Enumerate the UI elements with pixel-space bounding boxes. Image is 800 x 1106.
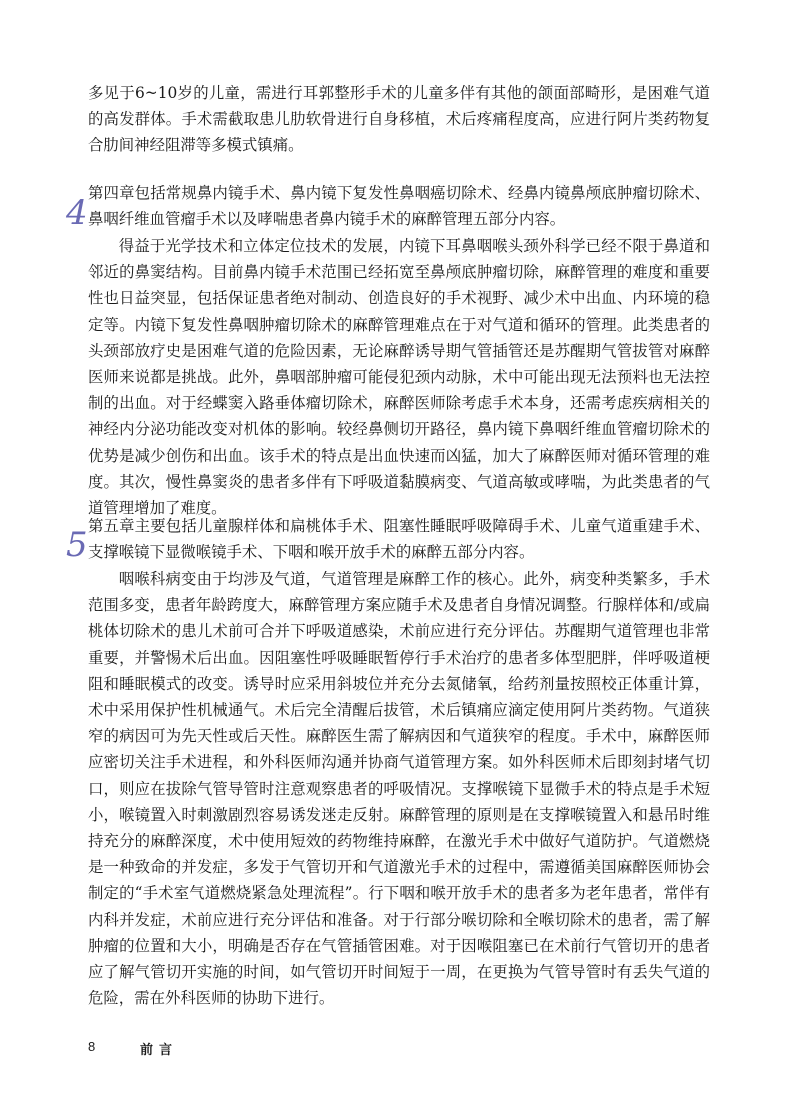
paragraph-ch4-body: 得益于光学技术和立体定位技术的发展，内镜下耳鼻咽喉头颈外科学已经不限于鼻道和邻近的鼻窦结构。目前鼻内镜手术范围已经拓宽至鼻颅底肿瘤切除，麻醉管理的难度和重要性也日益突显，包括保证患者绝对制动、创造良好的手术视野、减少术中出血、内环境的稳定等。内镜下复发性鼻咽肿瘤切除术的麻醉管理难点在于对气道和循环的管理。此类患者的头颈部放疗史是困难气道的危险因素，无论麻醉诱导期气管插管还是苏醒期气管拔管对麻醉医师来说都是挑战。此外，鼻咽部肿瘤可能侵犯颈内动脉，术中可能出现无法预料也无法控制的出血。对于经蝶窦入路垂体瘤切除术，麻醉医师除考虑手术本身，还需考虑疾病相关的神经内分泌功能改变对机体的影响。较经鼻侧切开路径，鼻内镜下鼻咽纤维血管瘤切除术的优势是减少创伤和出血。该手术的特点是出血快速而凶猛，加大了麻醉医师对循环管理的难度。其次，慢性鼻窦炎的患者多伴有下呼吸道黏膜病变、气道高敏或哮喘，为此类患者的气道管理增加了难度。 [88, 237, 710, 518]
page-number: 8 [88, 1039, 96, 1054]
paragraph-ch3-end: 多见于6~10岁的儿童，需进行耳郭整形手术的儿童多伴有其他的颌面部畸形，是困难气道的高发群体。手术需截取患儿肋软骨进行自身移植，术后疼痛程度高，应进行阿片类药物复合肋间神经阻滞等多模式镇痛。 [88, 84, 710, 155]
paragraph-ch4-intro: 第四章包括常规鼻内镜手术、鼻内镜下复发性鼻咽癌切除术、经鼻内镜鼻颅底肿瘤切除术、鼻咽纤维血管瘤手术以及哮喘患者鼻内镜手术的麻醉管理五部分内容。 [88, 184, 710, 229]
chapter-number-5: 5 [66, 525, 88, 565]
running-footer-title: 前言 [140, 1043, 179, 1058]
chapter-number-4: 4 [66, 193, 88, 233]
paragraph-ch5-intro: 第五章主要包括儿童腺样体和扁桃体手术、阻塞性睡眠呼吸障碍手术、儿童气道重建手术、支撑喉镜下显微喉镜手术、下咽和喉开放手术的麻醉五部分内容。 [88, 517, 710, 562]
paragraph-ch5-body: 咽喉科病变由于均涉及气道，气道管理是麻醉工作的核心。此外，病变种类繁多，手术范围多变，患者年龄跨度大，麻醉管理方案应随手术及患者自身情况调整。行腺样体和/或扁桃体切除术的患儿术前可合并下呼吸道感染，术前应进行充分评估。苏醒期气道管理也非常重要，并警惕术后出血。因阻塞性呼吸睡眠暂停行手术治疗的患者多体型肥胖，伴呼吸道梗阻和睡眠模式的改变。诱导时应采用斜坡位并充分去氮储氧，给药剂量按照校正体重计算，术中采用保护性机械通气。术后完全清醒后拔管，术后镇痛应滴定使用阿片类药物。气道狭窄的病因可为先天性或后天性。麻醉医生需了解病因和气道狭窄的程度。手术中，麻醉医师应密切关注手术进程，和外科医师沟通并协商气道管理方案。如外科医师术后即刻封堵气切口，则应在拔除气管导管时注意观察患者的呼吸情况。支撑喉镜下显微手术的特点是手术短小，喉镜置入时刺激剧烈容易诱发迷走反射。麻醉管理的原则是在支撑喉镜置入和悬吊时维持充分的麻醉深度，术中使用短效的药物维持麻醉，在激光手术中做好气道防护。气道燃烧是一种致命的并发症，多发于气管切开和气道激光手术的过程中，需遵循美国麻醉医师协会制定的“手术室气道燃烧紧急处理流程”。行下咽和喉开放手术的患者多为老年患者，常伴有内科并发症，术前应进行充分评估和准备。对于行部分喉切除和全喉切除术的患者，需了解肿瘤的位置和大小，明确是否存在气管插管困难。对于因喉阻塞已在术前行气管切开的患者应了解气管切开实施的时间，如气管切开时间短于一周，在更换为气管导管时有丢失气道的危险，需在外科医师的协助下进行。 [88, 570, 710, 1008]
